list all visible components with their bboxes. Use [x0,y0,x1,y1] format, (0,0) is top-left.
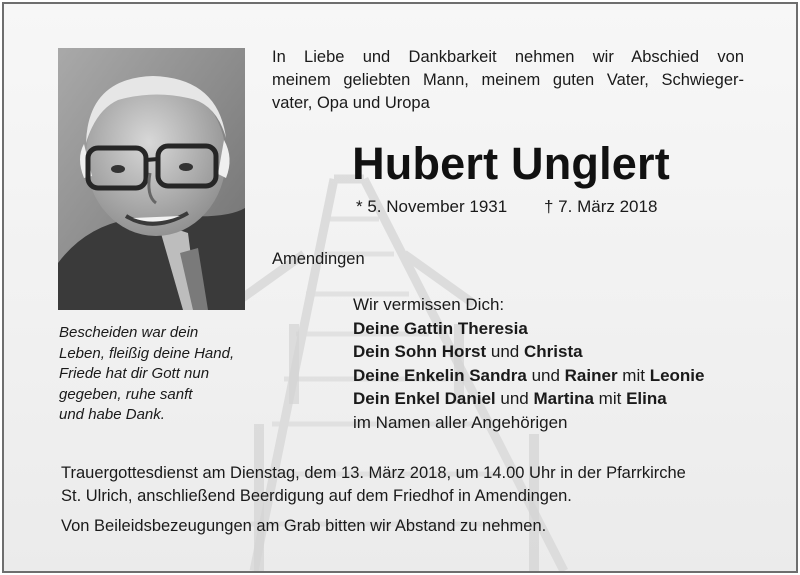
quote-line: Leben, fleißig deine Hand, [59,344,235,362]
family-grandson-partner: Martina [533,389,594,408]
conjunction: und [495,389,534,408]
family-closing: im Namen aller Angehörigen [353,412,568,432]
quote-line: gegeben, ruhe sanft [59,385,193,403]
memorial-quote [59,323,274,426]
family-great-grandchild: Leonie [649,365,705,385]
intro-line: meinem geliebten Mann, meinem guten Vater, Schwieger- [272,71,744,89]
family-grandson-row [353,387,704,411]
family-granddaughter: Deine Enkelin Sandra [353,365,527,385]
family-great-grandchild: Elina [626,389,667,408]
deceased-name: Hubert Unglert [352,138,670,189]
family-granddaughter-partner: Rainer [564,365,618,385]
conjunction: mit [617,365,650,385]
service-line: Trauergottesdienst am Dienstag, dem 13. März 2018, um 14.00 Uhr in der Pfarrkirche [61,464,686,482]
family-wife: Deine Gattin Theresia [353,318,528,338]
residence-place: Amendingen [272,250,365,268]
quote-line: Bescheiden war dein [59,324,199,341]
conjunction: und [526,365,565,385]
intro-line: vater, Opa und Uropa [272,94,430,112]
service-line: St. Ulrich, anschließend Beerdigung auf dem Friedhof in Amendingen. [61,487,572,505]
family-son: Dein Sohn Horst [353,342,487,361]
death-date: † 7. März 2018 [544,197,658,216]
intro-text [272,46,744,115]
obituary-card [2,2,798,573]
condolence-note: Von Beileidsbezeugungen am Grab bitten wir Abstand zu nehmen. [61,517,547,535]
funeral-service-info [61,462,751,508]
quote-line: und habe Dank. [59,406,165,423]
quote-line: Friede hat dir Gott nun [59,365,210,382]
portrait-photo [58,48,245,310]
intro-line: In Liebe und Dankbarkeit nehmen wir Abschied von [272,48,744,66]
birth-date: * 5. November 1931 [356,197,508,216]
family-son-partner: Christa [523,342,583,361]
conjunction: und [486,342,524,361]
family-son-row [353,340,704,364]
conjunction: mit [593,389,627,408]
family-list [353,293,704,434]
family-grandson: Dein Enkel Daniel [353,389,496,408]
family-heading: Wir vermissen Dich: [353,295,505,314]
family-granddaughter-row [353,364,704,388]
